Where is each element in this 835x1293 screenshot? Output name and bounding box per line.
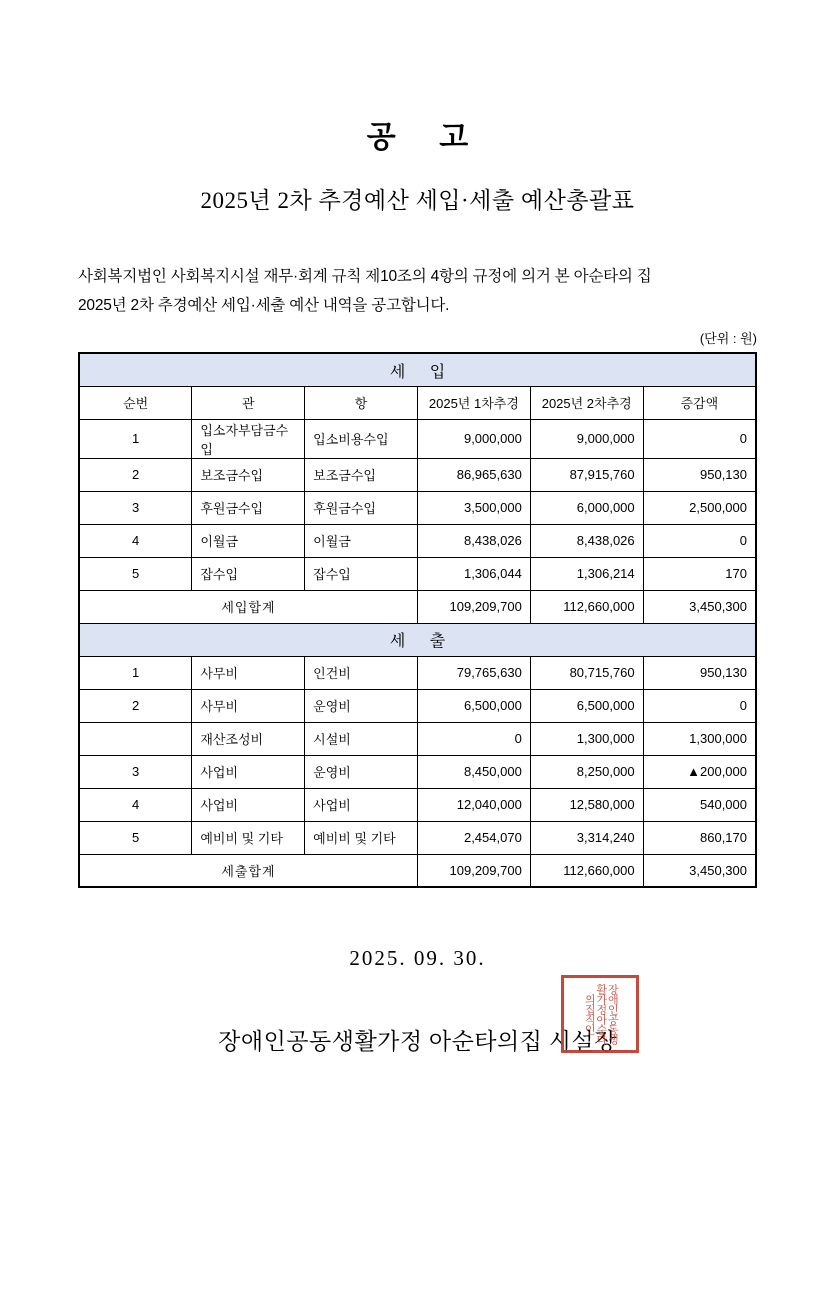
cell-first: 1,306,044 [417, 557, 530, 590]
cell-hang: 후원금수입 [305, 491, 418, 524]
income-total-row [79, 590, 756, 623]
cell-no: 3 [79, 491, 192, 524]
cell-second: 12,580,000 [530, 788, 643, 821]
cell-no: 5 [79, 557, 192, 590]
table-row [79, 821, 756, 854]
income-total-first: 109,209,700 [417, 590, 530, 623]
expense-total-row [79, 854, 756, 887]
cell-second: 6,500,000 [530, 689, 643, 722]
cell-second: 9,000,000 [530, 419, 643, 458]
cell-no: 4 [79, 524, 192, 557]
cell-second: 1,300,000 [530, 722, 643, 755]
cell-hang: 입소비용수입 [305, 419, 418, 458]
header-difference: 증감액 [643, 386, 756, 419]
cell-second: 6,000,000 [530, 491, 643, 524]
seal-text: 장애인공동생활가정아순타의집직인 [583, 984, 619, 1045]
cell-gwan: 잡수입 [192, 557, 305, 590]
cell-first: 8,450,000 [417, 755, 530, 788]
income-section-header [79, 353, 756, 386]
cell-first: 79,765,630 [417, 656, 530, 689]
cell-gwan: 사무비 [192, 656, 305, 689]
expense-section-label: 세 출 [79, 623, 756, 656]
expense-total-label: 세출합계 [79, 854, 417, 887]
table-row [79, 722, 756, 755]
cell-no [79, 722, 192, 755]
cell-second: 8,250,000 [530, 755, 643, 788]
cell-gwan: 재산조성비 [192, 722, 305, 755]
cell-second: 3,314,240 [530, 821, 643, 854]
cell-gwan: 사무비 [192, 689, 305, 722]
cell-first: 3,500,000 [417, 491, 530, 524]
intro-paragraph [78, 263, 757, 320]
intro-line-2: 2025년 2차 추경예산 세입·세출 예산 내역을 공고합니다. [78, 296, 450, 314]
cell-hang: 잡수입 [305, 557, 418, 590]
cell-no: 5 [79, 821, 192, 854]
cell-diff: 950,130 [643, 458, 756, 491]
cell-no: 2 [79, 689, 192, 722]
cell-hang: 시설비 [305, 722, 418, 755]
cell-diff: 0 [643, 419, 756, 458]
header-second-revision: 2025년 2차추경 [530, 386, 643, 419]
unit-note: (단위 : 원) [699, 331, 757, 347]
cell-first: 86,965,630 [417, 458, 530, 491]
intro-line-1: 사회복지법인 사회복지시설 재무·회계 규칙 제10조의 4항의 규정에 의거 본 아순타의 집 [78, 268, 652, 285]
page-title: 공 고 [366, 121, 487, 154]
official-seal-icon [561, 975, 639, 1053]
cell-no: 3 [79, 755, 192, 788]
cell-gwan: 입소자부담금수입 [192, 419, 305, 458]
cell-diff: 950,130 [643, 656, 756, 689]
cell-diff: 0 [643, 689, 756, 722]
cell-diff: 540,000 [643, 788, 756, 821]
income-total-second: 112,660,000 [530, 590, 643, 623]
cell-second: 1,306,214 [530, 557, 643, 590]
cell-first: 9,000,000 [417, 419, 530, 458]
cell-diff: 2,500,000 [643, 491, 756, 524]
signature-line: 장애인공동생활가정 아순타의집 시설장 [218, 1029, 617, 1055]
table-row [79, 755, 756, 788]
cell-diff: 1,300,000 [643, 722, 756, 755]
cell-first: 6,500,000 [417, 689, 530, 722]
table-row [79, 524, 756, 557]
cell-hang: 보조금수입 [305, 458, 418, 491]
cell-no: 1 [79, 419, 192, 458]
cell-diff: ▲200,000 [643, 755, 756, 788]
cell-first: 12,040,000 [417, 788, 530, 821]
table-row [79, 458, 756, 491]
cell-gwan: 보조금수입 [192, 458, 305, 491]
cell-hang: 인건비 [305, 656, 418, 689]
cell-gwan: 후원금수입 [192, 491, 305, 524]
cell-diff: 860,170 [643, 821, 756, 854]
cell-gwan: 예비비 및 기타 [192, 821, 305, 854]
cell-hang: 예비비 및 기타 [305, 821, 418, 854]
document-page [0, 112, 835, 1293]
expense-section-header [79, 623, 756, 656]
cell-first: 2,454,070 [417, 821, 530, 854]
income-total-label: 세입합계 [79, 590, 417, 623]
cell-second: 80,715,760 [530, 656, 643, 689]
cell-gwan: 사업비 [192, 755, 305, 788]
column-header-row [79, 386, 756, 419]
expense-total-second: 112,660,000 [530, 854, 643, 887]
cell-first: 8,438,026 [417, 524, 530, 557]
cell-hang: 운영비 [305, 689, 418, 722]
signature-block [78, 984, 757, 1056]
cell-diff: 0 [643, 524, 756, 557]
expense-total-diff: 3,450,300 [643, 854, 756, 887]
table-row [79, 788, 756, 821]
issue-date: 2025. 09. 30. [349, 946, 486, 971]
expense-total-first: 109,209,700 [417, 854, 530, 887]
header-hang: 항 [305, 386, 418, 419]
header-no: 순번 [79, 386, 192, 419]
cell-second: 8,438,026 [530, 524, 643, 557]
cell-no: 4 [79, 788, 192, 821]
cell-no: 2 [79, 458, 192, 491]
page-subtitle: 2025년 2차 추경예산 세입·세출 예산총괄표 [200, 188, 635, 213]
header-first-revision: 2025년 1차추경 [417, 386, 530, 419]
table-row [79, 656, 756, 689]
table-row [79, 419, 756, 458]
cell-first: 0 [417, 722, 530, 755]
table-row [79, 557, 756, 590]
table-row [79, 689, 756, 722]
budget-table [78, 352, 757, 888]
cell-hang: 운영비 [305, 755, 418, 788]
income-total-diff: 3,450,300 [643, 590, 756, 623]
header-gwan: 관 [192, 386, 305, 419]
income-section-label: 세 입 [79, 353, 756, 386]
cell-gwan: 이월금 [192, 524, 305, 557]
cell-no: 1 [79, 656, 192, 689]
cell-second: 87,915,760 [530, 458, 643, 491]
cell-gwan: 사업비 [192, 788, 305, 821]
cell-hang: 사업비 [305, 788, 418, 821]
cell-diff: 170 [643, 557, 756, 590]
table-row [79, 491, 756, 524]
cell-hang: 이월금 [305, 524, 418, 557]
